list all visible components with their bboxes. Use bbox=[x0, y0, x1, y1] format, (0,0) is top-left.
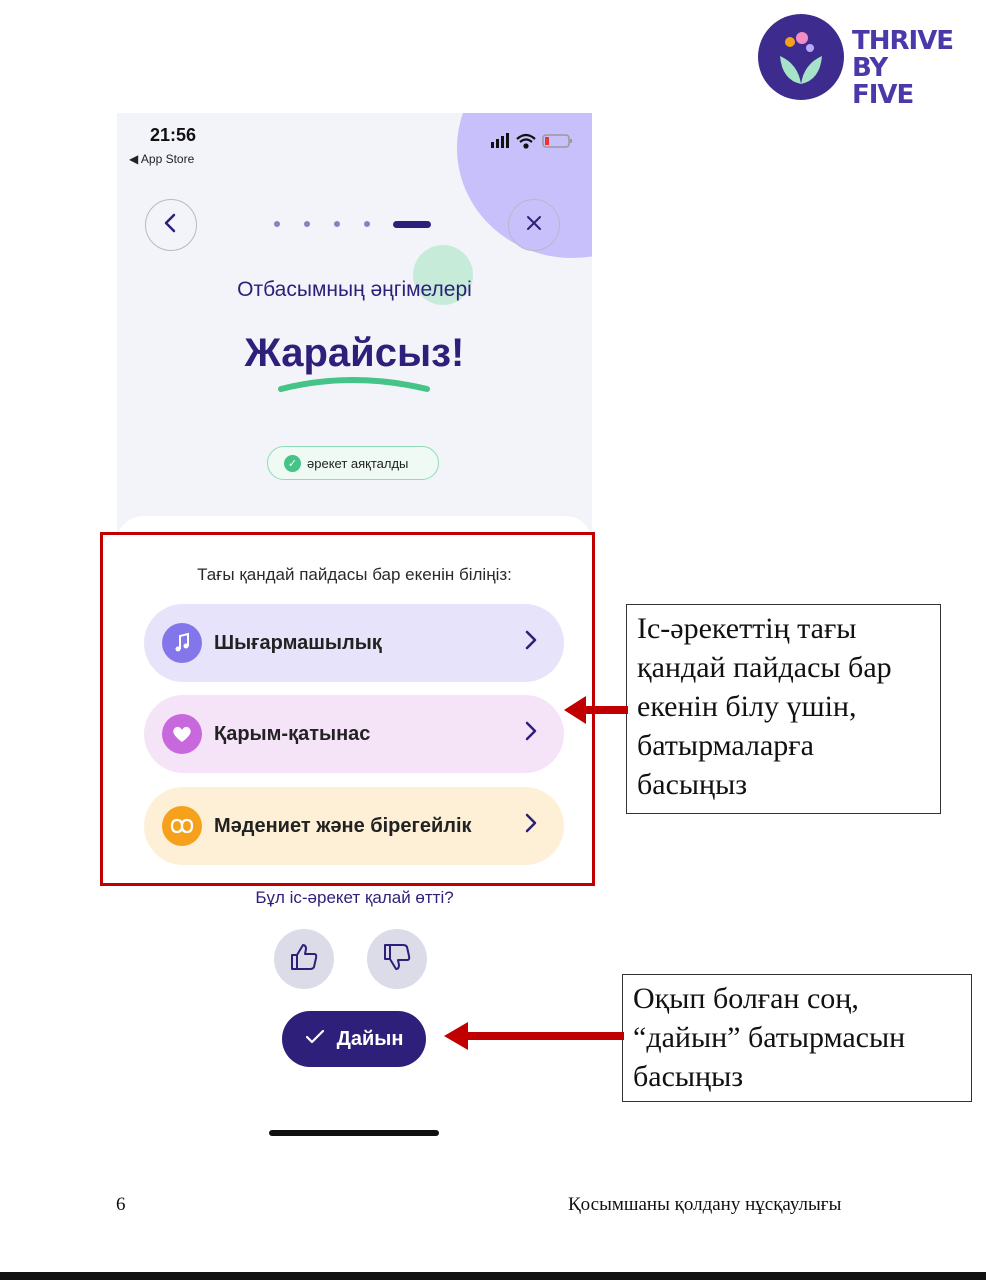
close-button[interactable] bbox=[508, 199, 560, 251]
battery-icon bbox=[543, 135, 572, 147]
bottom-border bbox=[0, 1272, 986, 1280]
progress-dot-active bbox=[393, 221, 431, 228]
progress-dot bbox=[304, 221, 310, 227]
thumbs-down-button[interactable] bbox=[367, 929, 427, 989]
annotation-note-benefits: Іс-әрекеттің тағы қандай пайдасы бар екенін білу үшін, батырмаларға басыңыз bbox=[626, 604, 941, 814]
thumbs-up-button[interactable] bbox=[274, 929, 334, 989]
status-time: 21:56 bbox=[150, 125, 197, 145]
logo-wordmark: THRIVE BY FIVE bbox=[852, 26, 954, 110]
thumbs-down-icon bbox=[381, 941, 413, 978]
arrow-left-icon bbox=[444, 1022, 624, 1050]
feedback-question: Бұл іс-әрекет қалай өтті? bbox=[255, 888, 454, 907]
page-title: Жарайсыз! bbox=[244, 331, 465, 375]
thrive-by-five-logo bbox=[756, 12, 954, 110]
status-badge: ✓ әрекет аяқталды bbox=[267, 446, 439, 480]
progress-dot bbox=[334, 221, 340, 227]
annotation-note-done: Оқып болған соң, “дайын” батырмасын басыңыз bbox=[622, 974, 972, 1102]
done-button[interactable]: Дайын bbox=[282, 1011, 426, 1067]
benefit-creativity-button[interactable]: Шығармашылық bbox=[144, 604, 564, 682]
check-circle-icon: ✓ bbox=[284, 455, 301, 472]
benefits-prompt: Тағы қандай пайдасы бар екенін біліңіз: bbox=[197, 565, 512, 584]
headline-underline-decoration bbox=[277, 371, 432, 395]
signal-icon bbox=[491, 133, 509, 148]
logo-mark-icon bbox=[758, 14, 844, 100]
benefit-culture-identity-button[interactable]: Мәдениет және бірегейлік bbox=[144, 787, 564, 865]
back-button[interactable] bbox=[145, 199, 197, 251]
progress-dot bbox=[364, 221, 370, 227]
back-to-app-store-link[interactable]: ◀ App Store bbox=[129, 152, 195, 166]
thumbs-up-icon bbox=[288, 941, 320, 978]
check-icon bbox=[305, 1028, 325, 1051]
arrow-left-icon bbox=[564, 696, 628, 724]
close-icon bbox=[525, 214, 543, 237]
benefit-communication-button[interactable]: Қарым-қатынас bbox=[144, 695, 564, 773]
wifi-icon bbox=[517, 135, 535, 148]
highlight-frame bbox=[100, 532, 595, 886]
page-number: 6 bbox=[116, 1194, 126, 1215]
progress-dot bbox=[274, 221, 280, 227]
status-icons bbox=[489, 131, 579, 151]
home-indicator bbox=[269, 1130, 439, 1136]
activity-subtitle: Отбасымның әңгімелері bbox=[237, 278, 472, 301]
document-footer-title: Қосымшаны қолдану нұсқаулығы bbox=[568, 1194, 842, 1215]
chevron-left-icon bbox=[163, 213, 179, 238]
